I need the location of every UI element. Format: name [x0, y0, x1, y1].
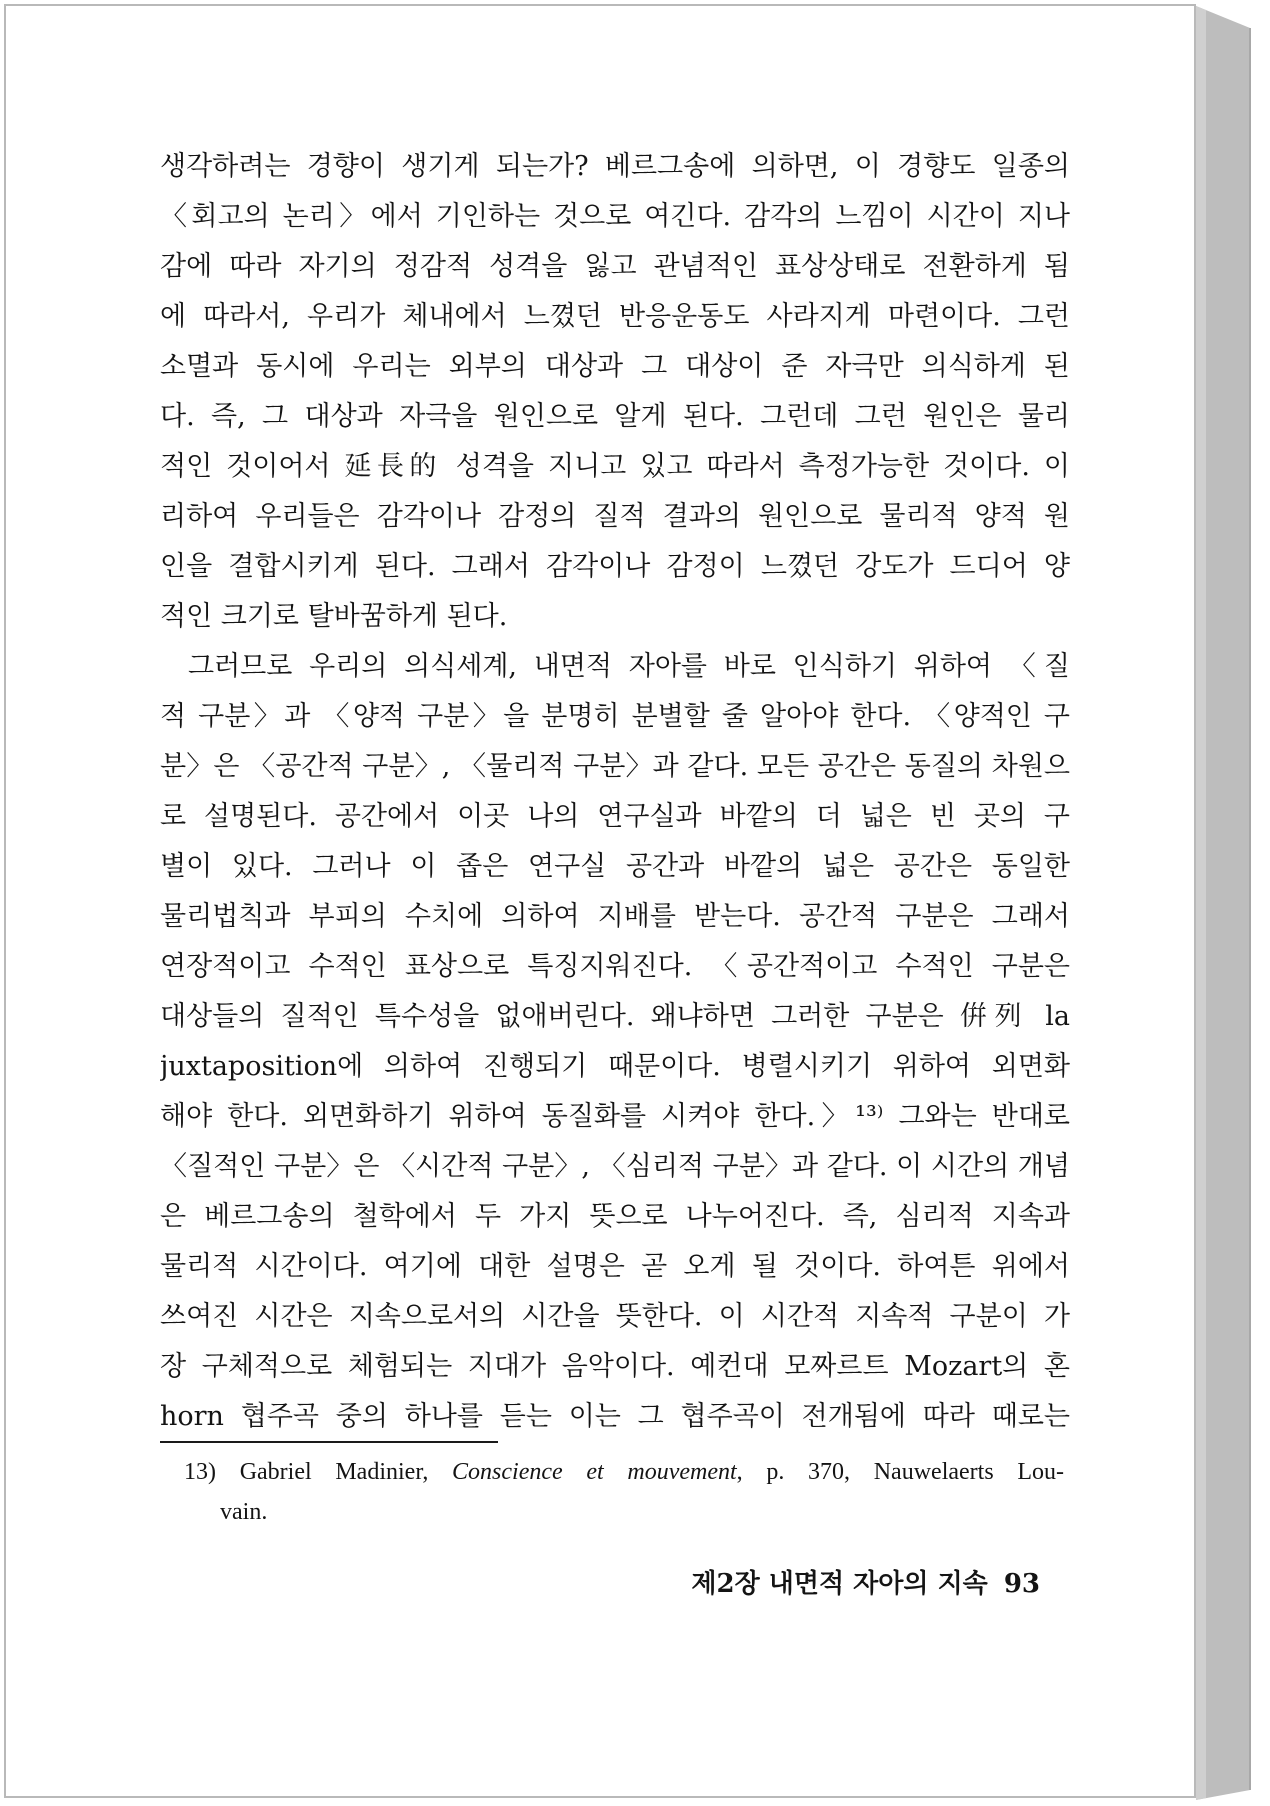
- footnote-line: vain.: [220, 1499, 268, 1525]
- text-line: 〈회고의 논리〉에서 기인하는 것으로 여긴다. 감각의 느낌이 시간이 지나: [160, 201, 1070, 232]
- text-line: 생각하려는 경향이 생기게 되는가? 베르그송에 의하면, 이 경향도 일종의: [160, 151, 1070, 182]
- text-line: horn 협주곡 중의 하나를 듣는 이는 그 협주곡이 전개됨에 따라 때로는: [160, 1401, 1070, 1432]
- text-line: 해야 한다. 외면화하기 위하여 동질화를 시켜야 한다.〉¹³⁾ 그와는 반대로: [160, 1101, 1070, 1132]
- text-line: 쓰여진 시간은 지속으로서의 시간을 뜻한다. 이 시간적 지속적 구분이 가: [160, 1301, 1070, 1332]
- text-line: 감에 따라 자기의 정감적 성격을 잃고 관념적인 표상상태로 전환하게 됨: [160, 251, 1070, 282]
- text-line: 적인 크기로 탈바꿈하게 된다.: [160, 601, 508, 632]
- text-line: 〈질적인 구분〉은 〈시간적 구분〉, 〈심리적 구분〉과 같다. 이 시간의 개념: [160, 1151, 1070, 1182]
- page-number: 93: [1003, 1569, 1040, 1599]
- text-line: 장 구체적으로 체험되는 지대가 음악이다. 예컨대 모짜르트 Mozart의 혼: [160, 1351, 1070, 1382]
- footnote-number: 13): [184, 1459, 216, 1485]
- text-line: 물리법칙과 부피의 수치에 의하여 지배를 받는다. 공간적 구분은 그래서: [160, 901, 1070, 932]
- footnote-title: Conscience et mouvement: [452, 1459, 737, 1485]
- text-line: 에 따라서, 우리가 체내에서 느꼈던 반응운동도 사라지게 마련이다. 그런: [160, 301, 1070, 332]
- text-line: 은 베르그송의 철학에서 두 가지 뜻으로 나누어진다. 즉, 심리적 지속과: [160, 1201, 1070, 1232]
- body-text: [160, 142, 1070, 1442]
- book-side-edge-highlight: [1196, 6, 1206, 1800]
- text-line: 적 구분〉과 〈양적 구분〉을 분명히 분별할 줄 알아야 한다. 〈양적인 구: [160, 701, 1070, 732]
- text-line: 리하여 우리들은 감각이나 감정의 질적 결과의 원인으로 물리적 양적 원: [160, 501, 1070, 532]
- text-line: 로 설명된다. 공간에서 이곳 나의 연구실과 바깥의 더 넓은 빈 곳의 구: [160, 801, 1070, 832]
- text-line: 다. 즉, 그 대상과 자극을 원인으로 알게 된다. 그런데 그런 원인은 물리: [160, 401, 1070, 432]
- text-line: 연장적이고 수적인 표상으로 특징지워진다. 〈공간적이고 수적인 구분은: [160, 951, 1070, 982]
- footnote-line: [184, 1452, 1064, 1492]
- text-line: 분〉은 〈공간적 구분〉, 〈물리적 구분〉과 같다. 모든 공간은 동질의 차원으: [160, 751, 1070, 782]
- footnote-citation: , p. 370, Nauwelaerts Lou-: [736, 1459, 1064, 1485]
- text-line: 별이 있다. 그러나 이 좁은 연구실 공간과 바깥의 넓은 공간은 동일한: [160, 851, 1070, 882]
- running-footer: [691, 1560, 1040, 1608]
- footnote-author: Gabriel Madinier,: [239, 1459, 429, 1485]
- text-line: 물리적 시간이다. 여기에 대한 설명은 곧 오게 될 것이다. 하여튼 위에서: [160, 1251, 1070, 1282]
- text-line: 소멸과 동시에 우리는 외부의 대상과 그 대상이 준 자극만 의식하게 된: [160, 351, 1070, 382]
- footnote-divider: [160, 1441, 498, 1443]
- footnote: [184, 1452, 1064, 1532]
- text-line: 적인 것이어서 延長的 성격을 지니고 있고 따라서 측정가능한 것이다. 이: [160, 451, 1070, 482]
- text-line: juxtaposition에 의하여 진행되기 때문이다. 병렬시키기 위하여 외면화: [160, 1051, 1070, 1082]
- text-line: 대상들의 질적인 특수성을 없애버린다. 왜냐하면 그러한 구분은 倂列 la: [160, 1001, 1070, 1032]
- chapter-title: 제2장 내면적 자아의 지속: [691, 1569, 988, 1599]
- text-line-paragraph-start: 그러므로 우리의 의식세계, 내면적 자아를 바로 인식하기 위하여 〈질: [188, 651, 1070, 682]
- text-line: 인을 결합시키게 된다. 그래서 감각이나 감정이 느꼈던 강도가 드디어 양: [160, 551, 1070, 582]
